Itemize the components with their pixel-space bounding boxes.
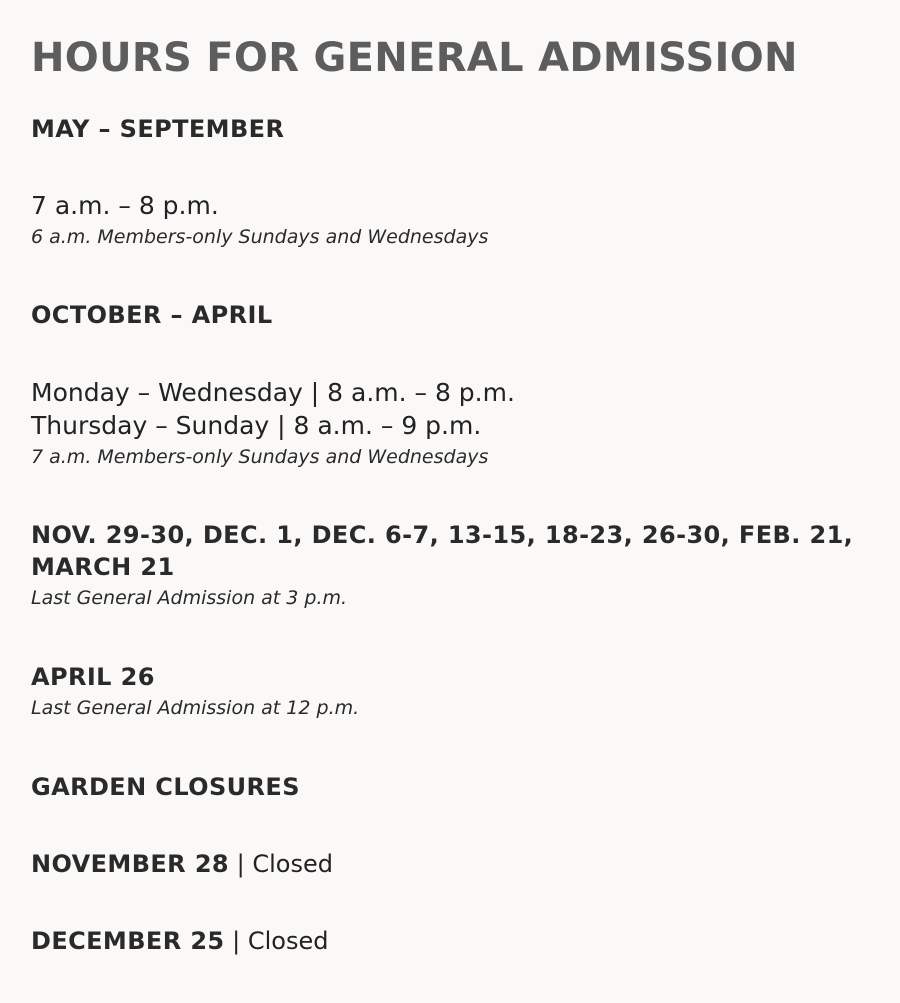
- page-title: HOURS FOR GENERAL ADMISSION: [31, 35, 798, 81]
- members-note: 6 a.m. Members-only Sundays and Wednesdays: [31, 226, 489, 248]
- hours-line: 7 a.m. – 8 p.m.: [31, 191, 219, 220]
- closure-status: Closed: [247, 927, 329, 955]
- closure-date: DECEMBER 25: [31, 927, 225, 955]
- season-may-september-hours: [31, 189, 871, 252]
- hours-line: Thursday – Sunday | 8 a.m. – 9 p.m.: [31, 411, 482, 440]
- season-heading: OCTOBER – APRIL: [31, 301, 273, 329]
- closure-separator: |: [224, 927, 248, 955]
- members-note: 7 a.m. Members-only Sundays and Wednesdays: [31, 446, 489, 468]
- season-october-april: [31, 299, 871, 331]
- garden-closures: [31, 771, 871, 803]
- season-october-april-hours: [31, 376, 871, 472]
- last-admission-note: Last General Admission at 12 p.m.: [31, 697, 360, 719]
- closure-item: [31, 925, 871, 957]
- closure-status: Closed: [252, 850, 333, 878]
- last-admission-note: Last General Admission at 3 p.m.: [31, 587, 348, 609]
- season-heading: MAY – SEPTEMBER: [31, 115, 285, 143]
- season-may-september: [31, 113, 871, 145]
- closure-line: [31, 848, 871, 880]
- closure-date: NOVEMBER 28: [31, 850, 230, 878]
- hours-line: Monday – Wednesday | 8 a.m. – 8 p.m.: [31, 378, 515, 407]
- closure-line: [31, 925, 871, 957]
- closure-separator: |: [229, 850, 253, 878]
- closure-item: [31, 848, 871, 880]
- special-date-april-26: [31, 661, 871, 723]
- special-dates-early-close: [31, 519, 871, 613]
- special-dates-heading: NOV. 29-30, DEC. 1, DEC. 6-7, 13-15, 18-23, 26-30, FEB. 21, MARCH 21: [31, 521, 854, 581]
- closures-heading: GARDEN CLOSURES: [31, 773, 300, 801]
- special-dates-heading: APRIL 26: [31, 663, 155, 691]
